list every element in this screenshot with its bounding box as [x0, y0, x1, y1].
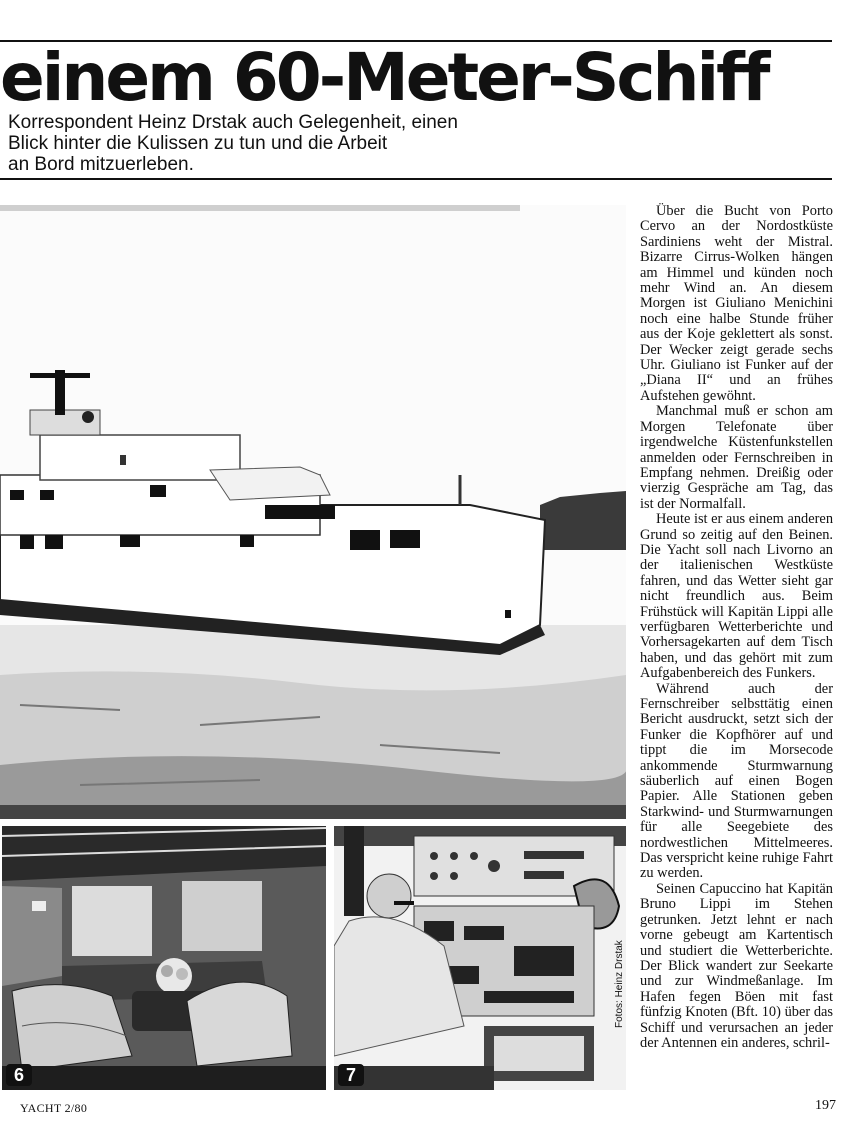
photo-number-badge: 6 [6, 1064, 32, 1086]
publication-footer: YACHT 2/80 [20, 1101, 88, 1115]
article-paragraph: Manchmal muß er schon am Morgen Telefonate über irgendwelche Küstenfunkstellen anmelden oder Fernschreiben in Empfang nehmen. Dreißig oder vierzig Gespräche am Tag, das ist der Normalfall. [640, 403, 833, 512]
article-paragraph: Seinen Capuccino hat Kapitän Bruno Lippi im Stehen getrunken. Jetzt lehnt er nach vorne gebeugt am Kartentisch und studiert die Wetterberichte. Der Blick wandert zur Seekarte und zur Windmeßanlage. Im Hafen fegen Böen mit fast fünfzig Knoten (Bft. 10) über das Schiff und verursachen an jeder der Antennen ein anderes, schril- [640, 880, 833, 1051]
article-paragraph: Während auch der Fernschreiber selbsttätig einen Bericht ausdruckt, setzt sich der Funker die Kopfhörer auf und tippt die im Morsecode ankommende Sturmwarnung säuberlich auf einen Bogen Papier. Alle Stationen geben Starkwind- und Sturmwarnungen für alle Seegebiete des nordwestlichen Mittelmeeres. Das verspricht keine ruhige Fahrt zu werden. [640, 680, 833, 882]
article-paragraph: Heute ist er aus einem anderen Grund so zeitig auf den Beinen. Die Yacht soll nach Livorno an der italienischen Westküste fahren, und das Wetter sieht gar nicht freundlich aus. Beim Frühstück will Kapitän Lippi alle verfügbaren Wetterberichte und Vorhersagekarten auf dem Tisch haben, und das gehört mit zum Aufgabenbereich des Funkers. [640, 511, 834, 682]
deck-line: Korrespondent Heinz Drstak auch Gelegenheit, einen [8, 112, 458, 133]
photo-credit: Fotos: Heinz Drstak [614, 940, 625, 1028]
photo-number-badge: 7 [338, 1064, 364, 1086]
deck-rule [0, 178, 832, 180]
article-body [640, 204, 833, 1051]
yacht-photo [0, 205, 626, 819]
article-paragraph: Über die Bucht von Porto Cervo an der Nordostküste Sardiniens weht der Mistral. Bizarre Cirrus-Wolken hängen am Himmel und künden noch mehr Wind an. An diesem Morgen ist Giuliano Menichini noch eine halbe Stunde früher aus der Koje geklettert als sonst. Der Wecker zeigt gerade sechs Uhr. Giuliano ist Funker auf der „Diana II“ und an frühes Aufstehen gewöhnt. [640, 203, 833, 404]
page-number: 197 [815, 1098, 836, 1113]
radio-room-photo [334, 826, 626, 1090]
deck-line: an Bord mitzuerleben. [8, 154, 194, 175]
headline: einem 60-Meter-Schiff [0, 42, 768, 114]
deck-text [8, 112, 528, 175]
deck-line: Blick hinter die Kulissen zu tun und die Arbeit [8, 133, 388, 154]
lounge-photo [2, 826, 326, 1090]
